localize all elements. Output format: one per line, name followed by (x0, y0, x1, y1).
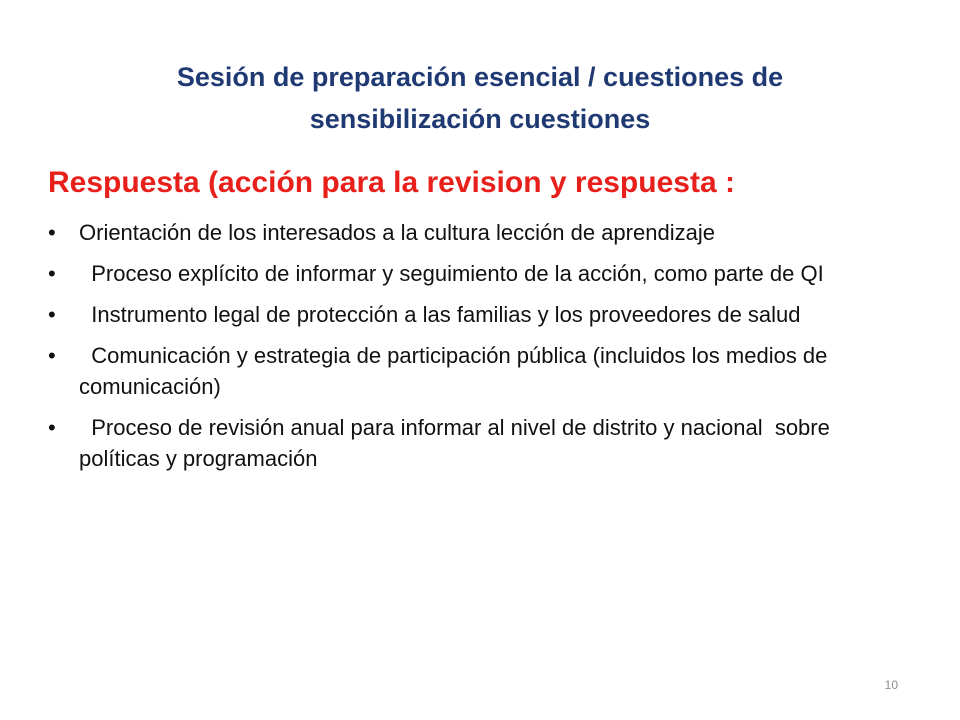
bullet-marker: • (48, 220, 56, 245)
slide-number: 10 (884, 678, 898, 692)
bullet-item (48, 217, 908, 248)
bullet-item (48, 412, 908, 474)
bullet-text: Comunicación y estrategia de participación pública (incluidos los medios de comunicación) (79, 343, 834, 399)
bullet-text: Proceso explícito de informar y seguimiento de la acción, como parte de QI (79, 261, 824, 286)
bullet-marker: • (48, 415, 56, 440)
bullet-marker: • (48, 343, 56, 368)
bullet-item (48, 258, 908, 289)
bullet-text: Proceso de revisión anual para informar al nivel de distrito y nacional sobre políticas y programación (79, 415, 836, 471)
bullet-text: Orientación de los interesados a la cultura lección de aprendizaje (79, 220, 715, 245)
section-subheading: Respuesta (acción para la revision y respuesta : (48, 166, 735, 199)
slide-title (60, 56, 900, 140)
bullet-item (48, 299, 908, 330)
slide-title-line-2: sensibilización cuestiones (309, 104, 651, 134)
bullet-marker: • (48, 302, 56, 327)
bullet-marker: • (48, 261, 56, 286)
bullet-item (48, 340, 908, 402)
slide-title-line-1: Sesión de preparación esencial / cuestiones de (176, 62, 784, 92)
bullet-text: Instrumento legal de protección a las familias y los proveedores de salud (79, 302, 801, 327)
bullet-list (48, 217, 908, 484)
